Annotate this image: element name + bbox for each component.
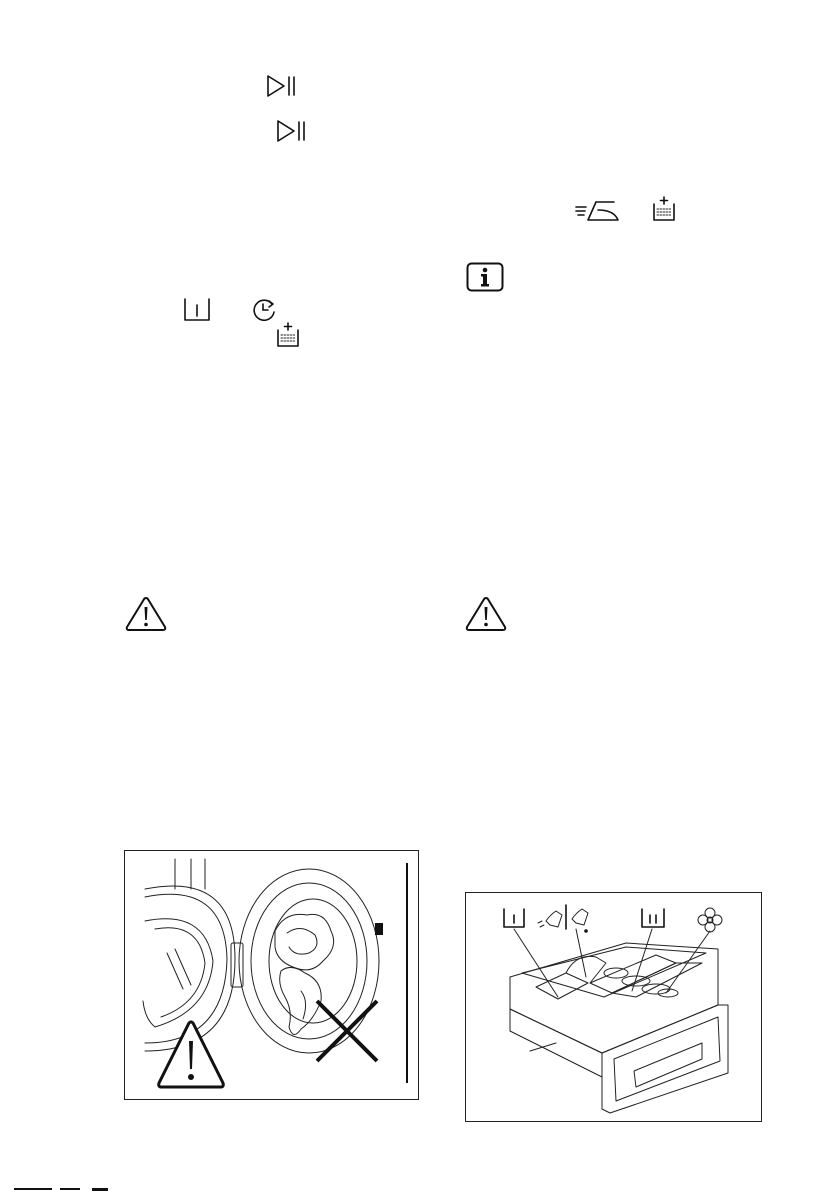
detergent-dispenser-drawer-illustration	[465, 892, 762, 1122]
door-drawing	[125, 851, 418, 1099]
easy-iron-icon	[574, 198, 624, 224]
start-pause-icon	[276, 119, 310, 143]
softener-flower-icon	[698, 908, 722, 932]
page-edge-mark	[92, 1188, 108, 1191]
prewash-compartment-icon	[504, 909, 524, 927]
drawer-drawing	[466, 893, 761, 1121]
prewash-icon	[182, 297, 212, 323]
warning-icon	[464, 596, 508, 632]
extra-rinse-icon	[276, 322, 300, 350]
start-pause-icon	[266, 74, 300, 98]
powder-liquid-icon	[538, 905, 588, 933]
main-wash-compartment-icon	[642, 909, 664, 927]
page-edge-mark	[14, 1188, 52, 1190]
washing-machine-door-illustration	[124, 850, 419, 1100]
page-edge-mark	[60, 1188, 80, 1190]
delay-start-icon	[249, 296, 281, 324]
info-icon	[466, 262, 504, 292]
warning-icon	[124, 596, 168, 632]
extra-rinse-icon	[652, 196, 676, 224]
